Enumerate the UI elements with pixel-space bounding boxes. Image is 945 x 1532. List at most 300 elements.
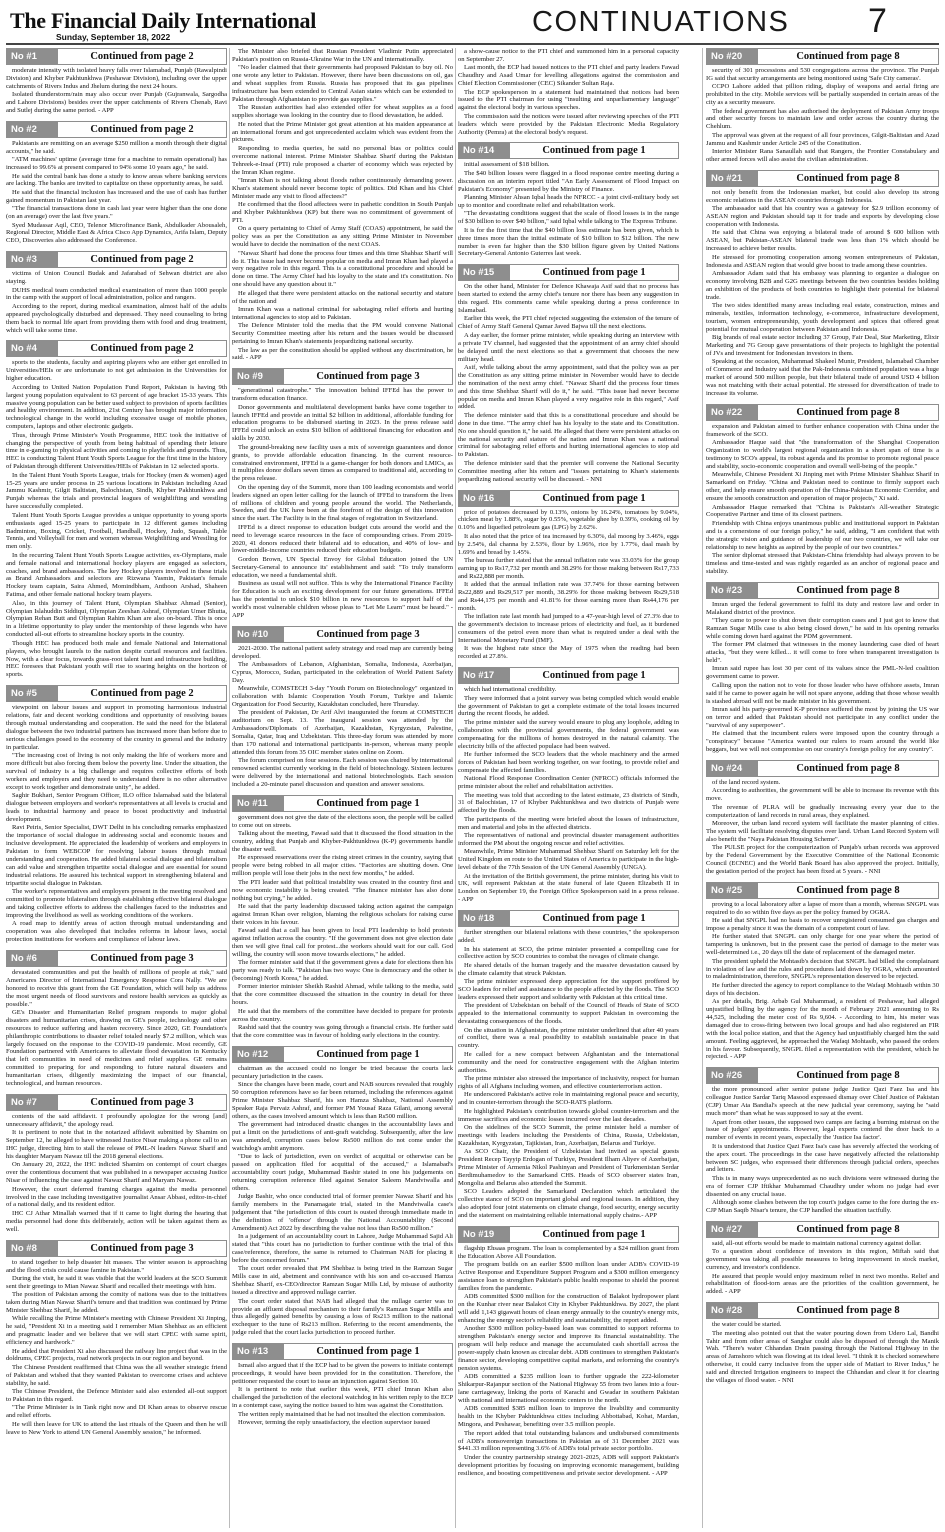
story-paragraph: Ravi Peiris, Senior Specialist, DWT Delhi in his concluding remarks emphasized the importance of social dialogue in addressing social and economic issues and inclusive development. He appreciated the leadership of workers and employers in Pakistan to form WEBCOP for resolving labour issues through mutual understanding and cooperation. He added bilateral social dialogue and bilateralism can add value and strengthen tripartite social dialogue and are essential for sound industrial relations. He assured his technical support in strengthening bilateral and tripartite social dialogue in Pakistan. bbox=[6, 824, 227, 887]
story-paragraph: IFFEd is a direct response to education budget cuts around the world and the need to leverage scarce resources in the face of compounding crises. From 2019-2020, 41 donors reduced their bilateral aid to education, and 40% of low- and lower-middle-income countries reduced their education budgets. bbox=[232, 523, 453, 555]
story-paragraph: A road map to identify areas of action through mutual understanding and cooperation was also developed that includes reforms in labour laws, social protection institutions for workers and compliance of labour laws. bbox=[6, 920, 227, 943]
continued-story bbox=[232, 795, 453, 1040]
story-paragraph: Under the country partnership strategy 2021-2025, ADB will support Pakistan's development priorities by focusing on improving economic management, building resilience, and boosting competitiveness and private sector development. - APP bbox=[458, 1453, 679, 1477]
story-paragraph: The former PM claimed that witnesses in the money laundering case died of heart attacks, "but they were killed... it will come to fore when transparent investigation is held". bbox=[706, 641, 939, 664]
continued-story bbox=[458, 264, 679, 483]
story-paragraph: Imran said rupee has lost 30 per cent of its values since the PML-N-led coalition government came to power. bbox=[706, 665, 939, 681]
story-number-badge: No #20 bbox=[706, 48, 758, 65]
story-header bbox=[706, 48, 939, 65]
story-paragraph: moderate intensity with isolated heavy falls over Islamabad, Punjab (Rawalpindi Division) and Khyber Pakhtunkhwa (Peshawar Division), including over the upper catchments of Rivers Indus and Jhelum during the next 24 hours. bbox=[6, 67, 227, 90]
story-header bbox=[706, 760, 939, 777]
story-paragraph: He further informed the SCO leaders that the whole machinery and the armed forces of Pakistan had been working together, on war footing, to provide relief and compensate the affected families. bbox=[458, 750, 679, 774]
story-paragraph: Saghir Bukhari, Senior Program Officer, ILO office Islamabad said the bilateral dialogue between employers and worker's representatives at all levels is crucial and leads to industrial harmony and peace to boost productivity and industrial development. bbox=[6, 792, 227, 823]
continued-story bbox=[6, 48, 227, 115]
story-number-badge: No #10 bbox=[232, 626, 284, 643]
story-header bbox=[458, 142, 679, 159]
story-paragraph: They were informed that a joint survey was being compiled which would enable the government of Pakistan to get a complete estimate of the total losses incurred during the recent floods, he added. bbox=[458, 694, 679, 718]
column-3 bbox=[458, 48, 679, 1528]
story-header bbox=[6, 340, 227, 357]
story-paragraph: The Minister also briefed that Russian President Vladimir Putin appreciated Pakistan's position on Russia-Ukraine War in the UN and internationally. bbox=[232, 48, 453, 63]
story-header bbox=[706, 1302, 939, 1319]
continued-story bbox=[458, 667, 679, 904]
story-paragraph: "They came to power to shut down their corruption cases and I just got to know that Ramzan Sugar Mills case is also being closed down," he said in his opening remarks while coming down hard against the PDM government. bbox=[706, 616, 939, 640]
story-paragraph: The meeting also pointed out that the water pouring down from Udero Lal, Bandhi Tahir and from other areas of Sanghar could also be disposed of through the Manik Wah. "There's water Chhandan Drain passing through the National Highway in the areas of Jamshoro which was flowing at its ideal level. "I think it is checked somewhere otherwise, it could carry inclusive from the upper side of Matiari to River Indus," he said and directed Irrigation engineers to inspect the Chhandan and clear it for clearing the villages of flood water. - NNI bbox=[706, 1329, 939, 1385]
continued-story bbox=[232, 626, 453, 789]
story-paragraph: Donor governments and multilateral development banks have come together to launch IFFEd and provide an initial $2 billion in additional, affordable funding for education programs to be disbursed starting in 2023. In the press release said IFFEd could unlock an extra $10 billion of additional financing for education and skills by 2030. bbox=[232, 403, 453, 443]
story-paragraph: It is for the first time that the $40 billion loss estimate has been given, which is three times more than the initial estimate of $10 billion to $12 billion. The new number is even far higher than the $30 billion figure given by United Nations Secretary-General Antonio Guterres last week. bbox=[458, 226, 679, 258]
story-paragraph: Asif, while talking about the army appointment, said that the policy was as per the Constitution as any sitting prime minister in November would have to decide the nomination of the next army chief. "Nawaz Sharif did the process four times and this time Shehbaz Sharif will do it," he said. "This issue had never become popular on media and Imran Khan played a very negative role in this regard," Asif added. bbox=[458, 363, 679, 411]
story-header bbox=[458, 910, 679, 927]
story-header bbox=[6, 1240, 227, 1257]
story-header bbox=[706, 582, 939, 599]
story-body bbox=[706, 1086, 939, 1215]
story-paragraph: The federal government has also authorised the deployment of Pakistan Army troops and other security forces to maintain law and order across the country during the Chehlum. bbox=[706, 107, 939, 131]
continued-story bbox=[706, 1067, 939, 1215]
story-number-badge: No #9 bbox=[232, 368, 284, 385]
story-paragraph: "No leader claimed that their governments had proposed Pakistan to buy oil. No one wrote any letter to Pakistan. However, there have been discussions on oil, gas and wheat supplies from Russia. Russia has proposed that its gas pipelines infrastructure has been extended to Central Asian states which can be extended to Pakistan through Afghanistan to provide gas supplies." bbox=[232, 64, 453, 103]
masthead bbox=[0, 0, 945, 44]
story-paragraph: Isolated thunderstorm/rain may also occur over Punjab (Gujranwala, Sargodha and Lahore Divisions) besides over the upper catchments of Rivers Chenab, Ravi and Sutlej during the same period. - APP bbox=[6, 91, 227, 115]
story-paragraph: Apart from other issues, the supposed two camps are facing a burning mistrust on the issue of judges' appointments. However, legal experts contend the door back to a number of events in recent years, especially the 'Justice Isa factor'. bbox=[706, 1118, 939, 1142]
story-paragraph: The commission said the notices were issued after reviewing speeches of the PTI leaders which were provided by the Pakistan Electronic Media Regulatory Authority (Pemra) at the electoral body's request. bbox=[458, 112, 679, 136]
story-header bbox=[6, 251, 227, 268]
story-number-badge: No #12 bbox=[232, 1046, 284, 1063]
story-paragraph: 2021-2030. The national patient safety strategy and road map are currently being developed. bbox=[232, 644, 453, 660]
story-body bbox=[6, 270, 227, 334]
story-number-badge: No #25 bbox=[706, 882, 758, 899]
story-header bbox=[232, 1046, 453, 1063]
story-paragraph: At the invitation of the British government, the prime minister, during his visit to UK, will represent Pakistan at the state funeral of late Queen Elizabeth II in London on September 19, the Foreign Office Spokesperson said in a press release. - APP bbox=[458, 872, 679, 904]
continued-from-label: Continued from page 8 bbox=[758, 882, 939, 899]
story-paragraph: devastated communities and put the health of millions of people at risk," said Americares Director of International Emergency Response Cora Nally. "We are honored to receive this grant from the GE Foundation, which will help us address the most urgent needs of flood survivors and restore health services as quickly as possible." bbox=[6, 968, 227, 1008]
story-paragraph: The PTI leader said that political instability was created in the country first and now economic instability is being created. "The finance minister has also done nothing but crying," he added. bbox=[232, 878, 453, 902]
story-number-badge: No #17 bbox=[458, 667, 510, 684]
continued-from-label: Continued from page 2 bbox=[58, 48, 227, 65]
story-paragraph: Planning Minister Ahsan Iqbal heads the NFRCC - a joint civil-military body set up to monitor and coordinate relief and rehabilitation work. bbox=[458, 194, 679, 209]
story-paragraph: price of potatoes decreased by 0.13%, onions by 16.24%, tomatoes by 9.04%, chicken meat by 1.88%, sugar by 0.55%, vegetable ghee by 0.39%, cooking oil by 0.10% and liquefied petroleum gas (LPG) by 2.62%. bbox=[458, 508, 679, 532]
story-number-badge: No #23 bbox=[706, 582, 758, 599]
continued-story bbox=[706, 404, 939, 576]
continued-from-label: Continued from page 2 bbox=[58, 121, 227, 138]
story-header bbox=[6, 121, 227, 138]
continued-story bbox=[458, 490, 679, 662]
story-paragraph: The defence minister said that the premier will convene the National Security Committee meeting after his return and "issues pertaining to Khan's statements jeopardizing national security will be discussed. - NNI bbox=[458, 459, 679, 483]
story-number-badge: No #1 bbox=[6, 48, 58, 65]
continued-story bbox=[6, 685, 227, 944]
story-number-badge: No #26 bbox=[706, 1067, 758, 1084]
story-paragraph: Big brands of real estate sector including 37 Group, Fair Deal, Star Marketing, Elixir Marketing and 7G Group gave presentations of their projects to highlight the potential of JVs and investment for Indonesian investors in them. bbox=[706, 334, 939, 357]
story-body bbox=[706, 1240, 939, 1296]
story-number-badge: No #13 bbox=[232, 1343, 284, 1360]
story-paragraph: Former interior minister Sheikh Rashid Ahmad, while talking to the media, said that the core committee discussed the situation in the country in detail for three hours. bbox=[232, 983, 453, 1007]
continued-story bbox=[232, 1046, 453, 1337]
story-body bbox=[706, 901, 939, 1062]
story-number-badge: No #2 bbox=[6, 121, 58, 138]
continued-from-label: Continued from page 1 bbox=[284, 1046, 453, 1063]
story-paragraph: initial assessment of $18 billion. bbox=[464, 161, 550, 169]
story-header bbox=[232, 368, 453, 385]
edition-date: Sunday, September 18, 2022 bbox=[56, 32, 171, 42]
story-paragraph: The worker's representatives and employers present in the meeting resolved and committed to promote bilateralism through establishing effective bilateral dialogue and taking collective efforts to address the challenges faced to the industries and improving the livelihood as well as working conditions of the workers. bbox=[6, 888, 227, 919]
story-paragraph: Ambassador Haque remarked that "China is Pakistan's All-weather Strategic Cooperative Partner and time of its closest partners. bbox=[706, 503, 939, 519]
story-paragraph: The law as per the constitution should be applied without any discrimination, he said. - APP bbox=[232, 346, 453, 362]
story-paragraph: not only benefit from the Indonesian market, but could also develop its strong economic relations in the ASEAN countries through Indonesia. bbox=[706, 188, 939, 204]
story-number-badge: No #8 bbox=[6, 1240, 58, 1257]
story-paragraph: Meanwhile, Prime Minister Muhammad Shehbaz Sharif on Saturday left for the United Kingdom en route to the United States of America to participate in the high-level debate of the 77th Session of the UN General Assembly (UNGA). bbox=[458, 848, 679, 872]
story-paragraph: "The Prime Minister is in Tank right now and DI Khan areas to observe rescue and relief efforts. bbox=[6, 1404, 227, 1420]
story-number-badge: No #5 bbox=[6, 685, 58, 702]
story-paragraph: According to authorities, the government will be able to increase its revenue with this move. bbox=[706, 787, 939, 803]
column-2 bbox=[232, 48, 453, 1528]
story-paragraph: DUHS medical team conducted medical examination of more than 1000 people in the camp with the support of local administration, police and rangers. bbox=[6, 286, 227, 302]
story-paragraph: The meeting was told that according to the latest estimate, 23 districts of Sindh, 31 of Balochistan, 17 of Khyber Pakhtunkhwa and two districts of Punjab were affected by the floods. bbox=[458, 791, 679, 815]
story-paragraph: He underscored Pakistan's active role in maintaining regional peace and security, and in counter-terrorism through the SCO-RATS platform. bbox=[458, 1091, 679, 1107]
column-1 bbox=[6, 48, 227, 1528]
story-paragraph: He confirmed that the flood affectees were in pathetic condition in South Punjab and Khyber Pakhtunkhwa (KP) but there was no commitment of government of PTI. bbox=[232, 201, 453, 225]
story-paragraph: Ismail also argued that if the ECP had to be given the powers to initiate contempt proceedings, it would have been provided for in the constitution. Therefore, the petitioner requested the court to issue an injunction against Section 10. bbox=[232, 1362, 453, 1385]
story-paragraph: The participants of the meeting were briefed about the losses of infrastructure, men and material and jobs in the affected districts. bbox=[458, 815, 679, 831]
story-paragraph: However, terming the reply unsatisfactory, the election supervisor issued bbox=[238, 1418, 430, 1426]
continued-story bbox=[706, 882, 939, 1062]
story-paragraph: He highlighted Pakistan's contribution towards global counter-terrorism and the immense sacrifices and economic losses incurred over the last decades. bbox=[458, 1107, 679, 1123]
continued-from-label: Continued from page 8 bbox=[758, 760, 939, 777]
story-header bbox=[458, 1226, 679, 1243]
story-paragraph: victims of Union Council Budak and Jafarabad of Sehwan district are also staying. bbox=[6, 270, 227, 286]
story-paragraph: A day earlier, the former prime minister, while speaking during an interview with a private TV channel, had suggested that the appointment of an army chief should be delayed until the next elections so that a government that chooses the new military head. bbox=[458, 331, 679, 363]
story-paragraph: The court order stated that NAB had alleged that the nullage carrier was to provide an affluent disposal mechanism to their family's Ramzan Sugar Mills and thus allegedly gained benefits by causing a loss of Rs213 million to the national exchequer to the tune of Rs213 million. Referring to the recent amendments, the judge ruled that the court lacks jurisdiction to proceed further. bbox=[232, 1297, 453, 1337]
story-paragraph: The Chinese President reaffirmed that China was the all weather strategic friend of Pakistan and wished that they wanted Pakistan to overcome crises and achieve stability, he said. bbox=[6, 1363, 227, 1387]
story-paragraph: "Due to lack of jurisdiction, even on verdict of acquittal or otherwise can be passed on application filed for acquittal of the accused," a Islamabad's accountability court judge, Muhammad Bashir stated in one his judgements on returning corruption reference filed against Senator Saleem Mandviwalla and others. bbox=[232, 1153, 453, 1192]
story-paragraph: government does not give the date of the elections soon, the people will be called to come out on streets. bbox=[232, 813, 453, 829]
story-paragraph: He added that President Xi also discussed the railway line project that was in the doldrums, CPEC projects, road network projects in our region and beyond. bbox=[6, 1347, 227, 1363]
story-header bbox=[6, 1094, 227, 1111]
story-body bbox=[458, 283, 679, 483]
story-paragraph: In the recurring Talent Hunt Youth Sports League activities, ex-Olympians, male and female national and international hockey players are engaged as selectors, coaches, and brand ambassadors. The key Hockey players involved in these trials as Brand Ambassadors and selectors are Rizwana Yasmin, Pakistan's female Hockey team captain, Saira Ahmed, Momindbham, Anthoon Arshad, Shaheen Fatima, and other female national hockey team players. bbox=[6, 551, 227, 599]
continued-story bbox=[232, 368, 453, 619]
story-paragraph: The prime minister said the survey would ensure to plug any loophole, adding in collaboration with the provincial governments, the federal government was compensating for the millions of homes destroyed in the natural calamity. The electricity bills of the affected populace had been waived. bbox=[458, 718, 679, 750]
story-header bbox=[706, 1067, 939, 1084]
story-paragraph: The ground-breaking new facility uses a mix of sovereign guarantees and donor grants, to provide affordable education financing. In the current resource-constrained environment, IFFEd is a game-changer for both donors and LMICs, as it multiplies donor dollars seven times as compared to traditional aid, according to the press release. bbox=[232, 443, 453, 483]
newspaper-name: The Financial Daily International bbox=[10, 8, 317, 33]
story-paragraph: The government had introduced drastic changes in the accountability laws and put a limit on the jurisdictions of anti-graft watchdog. Subsequently, after the law was amended, corruption cases below Rs500 million do not come under the watchdog's ambit anymore. bbox=[232, 1121, 453, 1152]
continued-from-label: Continued from page 1 bbox=[510, 1226, 679, 1243]
story-paragraph: Another $300 million policy-based loan was committed to support reforms to strengthen Pakistan's energy sector and improve its financial sustainability. The program will help reduce and manage the accumulated cash shortfall across the power-supply chain known as circular debt. ADB continues to strengthen Pakistan's finance sector, developing competitive capital markets, and reforming the country's pension systems. bbox=[458, 1325, 679, 1372]
story-paragraph: of the land record system. bbox=[712, 778, 781, 786]
story-number-badge: No #3 bbox=[6, 251, 58, 268]
story-paragraph: It is pertinent to note that earlier this week, PTI chief Imran Khan also challenged the jurisdiction of the electoral watchdog in his written reply to the ECP in a contempt case, saying the notice issued to him was against the Constitution. bbox=[232, 1386, 453, 1410]
story-body bbox=[458, 1245, 679, 1478]
story-paragraph: The president of Uzbekistan on behalf of the Council of Heads of State of SCO appealed to the international community to support Pakistan in overcoming the devastating consequences of the floods. bbox=[458, 1002, 679, 1026]
story-body bbox=[6, 969, 227, 1088]
story-paragraph: On a query pertaining to Chief of Army Staff (COAS) appointment, he said the policy was as per the Constitution as any sitting Prime Minister in November would have to decide the nomination of the next COAS. bbox=[232, 225, 453, 249]
continued-from-label: Continued from page 8 bbox=[758, 1221, 939, 1238]
story-paragraph: It added that the annual inflation rate was 37.74% for those earning between Rs22,889 and Rs29,517 per month, 38.29% for those making between Rs29,518 and Rs44,175 per month and 41.81% for those earning more than Rs44,176 per month. bbox=[458, 581, 679, 612]
story-number-badge: No #24 bbox=[706, 760, 758, 777]
story-paragraph: Responding to media queries, he said no personal bias or politics could overcome national interest. Prime Minister Shahbaz Sharif during the Pakistan Tehreek-e-Insaf (PTI) rule proposed a charter of economy which was rejected by the Imran Khan regime. bbox=[232, 144, 453, 176]
continued-story bbox=[6, 340, 227, 679]
story-paragraph: The Defence Minister told the media that the PM would convene National Security Committee meeting after his return and the issues would be discussed pertaining to Imran Khan's statements jeopardizing national security. bbox=[232, 322, 453, 346]
story-header bbox=[706, 404, 939, 421]
continued-story bbox=[458, 48, 679, 136]
continued-from-label: Continued from page 1 bbox=[510, 490, 679, 507]
story-paragraph: He claimed that the incumbent rulers were imposed upon the country through a "conspiracy" because "America wanted our rulers to roam around the world like beggars, but we will not compromise on our country's foreign policy for any country". bbox=[706, 730, 939, 753]
story-body bbox=[458, 929, 679, 1220]
story-paragraph: a show-cause notice to the PTI chief and summoned him in a personal capacity on September 27. bbox=[458, 48, 679, 63]
story-number-badge: No #14 bbox=[458, 142, 510, 159]
story-paragraph: Pakistanis are remitting on an average $250 million a month through their digital accounts," he said. bbox=[6, 139, 227, 155]
story-body bbox=[232, 814, 453, 1040]
continued-from-label: Continued from page 3 bbox=[284, 368, 453, 385]
story-paragraph: Talent Hunt Youth Sports League provides a unique opportunity to young sports enthusiasts aged 15-25 years to participate in 12 different games including Badminton, Boxing, Cricket, Football, Handball, Hockey, Judo, Squash, Table Tennis, and Volleyball for men and women whereas Weightlifting and Wrestling for men only. bbox=[6, 511, 227, 551]
story-body bbox=[706, 423, 939, 576]
story-body bbox=[706, 67, 939, 164]
story-paragraph: Moreover, the urban land record system will facilitate the master planning of cities. The system will facilitate resolving disputes over land. Urban Land Record System will also benefit the "Naya Pakistan Housing Scheme". bbox=[706, 819, 939, 843]
story-paragraph: The Ambassadors of Lebanon, Afghanistan, Somalia, Indonesia, Azerbaijan, Cyprus, Morocco, Sudan, participated in the celebration of World Patient Safety Day. bbox=[232, 660, 453, 684]
story-paragraph: proving to a local laboratory after a lapse of more than a month, whereas SNGPL was required to do so within five days as per the policy framed by OGRA. bbox=[706, 900, 939, 916]
story-number-badge: No #27 bbox=[706, 1221, 758, 1238]
story-body bbox=[458, 48, 679, 136]
continued-story bbox=[706, 1221, 939, 1296]
section-title: CONTINUATIONS bbox=[532, 6, 790, 38]
story-header bbox=[232, 626, 453, 643]
story-number-badge: No #6 bbox=[6, 950, 58, 967]
story-paragraph: On the other hand, Minister for Defence Khawaja Asif said that no process has been started to extend the army chief's tenure nor there has been any suggestion in this regard. His comments came while speaking during a press conference in Islamabad. bbox=[458, 283, 679, 315]
story-body bbox=[6, 359, 227, 679]
story-paragraph: While recalling the Prime Minister's meeting with Chinese President Xi Jinping, he said, "President Xi in a meeting said I remember Mian Shehbaz as an efficient and pragmatic leader and we believe that we will start CPEC with same spirit, efficiency and hardwork." bbox=[6, 1315, 227, 1347]
story-body bbox=[458, 161, 679, 258]
story-paragraph: The bureau further stated that the annual inflation rate was 33.03% for the group earning up to Rs17,732 per month and 38.29% for those making between Rs17,733 and Rs22,888 per month. bbox=[458, 556, 679, 580]
story-paragraph: security of 301 processions and 530 congregations across the province. The Punjab IG said that security arrangements are being monitored using 'Safe City cameras'. bbox=[706, 67, 939, 82]
story-paragraph: Fawad said that a call has been given to local PTI leadership to hold protests against inflation across the country. "If the government does not give election date then we will give final call for protest...the workers should wait for our call. God willing, the country will soon move towards elections," he added. bbox=[232, 927, 453, 958]
story-paragraph: to stand together to help disaster hit masses. The winter season is approaching and the flood crisis could cause famine in Pakistan." bbox=[6, 1258, 227, 1274]
story-body bbox=[706, 779, 939, 876]
story-paragraph: "Nawaz Sharif had done the process four times and this time Shahbaz Sharif will do it. This issue had never become popular on media and Imran Khan had played a very negative role in this regard. This is a constitutional procedure and should be done on time. The Army Chief had his loyalty to the state and it's constitution. No one should have any question about it." bbox=[232, 249, 453, 289]
story-paragraph: IHC CJ Athar Minallah warned that if it came to light during the hearing that media personnel had done this deliberately, action will be taken against them as well. bbox=[6, 1209, 227, 1233]
story-body bbox=[6, 1113, 227, 1234]
story-paragraph: The president upheld the Mohtasib's decision that SNGPL had billed the complainant in violation of law and the rules and procedures laid down by OGRA, which amounted to maladministration, therefore, SNGPL's representation deserved to be rejected. bbox=[706, 957, 939, 981]
continued-story bbox=[6, 1094, 227, 1234]
story-paragraph: The senior diplomat stressed that Pakistan-China friendship had always proven to be timeless and time-tested and was rightly regarded as an anchor of regional peace and stability. bbox=[706, 551, 939, 575]
story-paragraph: Thus, through Prime Minister's Youth Programme, HEC took the initiative of changing the perspective of youth from being habitual of spending their leisure time in e-gaming to physical activities and coming to playfields and grounds. Thus, HEC is conducting Talent Hunt Youth Sports League for the first time in the history of Pakistan through different Universities/HEIs of Pakistan in 12 selected sports. bbox=[6, 431, 227, 471]
story-body bbox=[232, 387, 453, 619]
continued-story bbox=[706, 760, 939, 876]
column-4 bbox=[706, 48, 939, 1528]
story-paragraph: The defence minister said that this is a constitutional procedure and should be done in due time. "The army chief has his loyalty to the state and its Constitution. No one should question it," he said. He alleged that there were persistent attacks on the national security and stature of the nation and Imran Khan was a national criminal for sabotaging relief efforts and hurting international agencies to stop aid to Pakistan. bbox=[458, 411, 679, 459]
story-paragraph: "generational catastrophe." The innovation behind IFFEd has the power to transform education finance. bbox=[232, 387, 453, 403]
story-number-badge: No #19 bbox=[458, 1226, 510, 1243]
story-paragraph: According to United Nation Population Fund Report, Pakistan is having 9th largest young population equivalent to 63 percent of age bracket 15-33 years. This massive young population can be better used subject to provision of sports facilities and healthy environment. In addition, 21st Century has brought major information technological change in the world including excessive usage of mobile phones, computers, laptops and other electronic gadgets. bbox=[6, 383, 227, 431]
story-number-badge: No #28 bbox=[706, 1302, 758, 1319]
story-paragraph: The inflation rate last month had jumped to a 47-year-high level of 27.3% due to the government's decision to increase prices of electricity and fuel, as it burdened consumers of the petrol even more than what is required under a deal with the International Monetary Fund (IMF). bbox=[458, 613, 679, 644]
story-paragraph: ADB committed $300 million for the construction of Balakot hydropower plant on the Kunhar river near Balakot City in Khyber Pakhtunkhwa. By 2027, the plant will add 1,143 gigawatt hours of clean energy annually to the country's energy mix, enhancing the energy sector's reliability and sustainability, the report added. bbox=[458, 1293, 679, 1324]
story-paragraph: He further directed the agency to report compliance to the Wafaqi Mohtasib within 30 days of his decision. bbox=[706, 981, 939, 997]
story-paragraph: The court order revealed that PM Shehbaz is being tried in the Ramzan Sugar Mills case in aid, abetment and connivance with his son and co-accused Hamza Shehbaz Sharif, ex-CEO/director Ramzan Sugar Mills Ltd, by misuse of authority issued a directive and approved nullage carrier. bbox=[232, 1265, 453, 1297]
story-body bbox=[706, 601, 939, 754]
story-paragraph: Last month, the ECP had issued notices to the PTI chief and party leaders Fawad Chaudhry and Asad Umar for levelling allegations against the commission and Chief Election Commissioner (CEC) Sikander Sultan Raja. bbox=[458, 64, 679, 88]
story-paragraph: Meanwhile, COMSTECH 3-day "Youth Forum on Biotechnology" organized in collaboration with Islamic Cooperation Youth Forum, Turkiye and Islamic Organization for Food Security, Kazakhstan concluded, here Thursday. bbox=[232, 685, 453, 708]
page-number: 7 bbox=[868, 2, 887, 40]
story-paragraph: "Imran Khan is not talking about floods rather continuously demanding power. Khan's statement should never become topic of politics. Did Khan and his Chief Minister made any visit to flood affectees?" bbox=[232, 177, 453, 200]
story-paragraph: The revenue of PLRA will be gradually increasing every year due to the computerization of land records in rural areas, they explained. bbox=[706, 803, 939, 819]
story-paragraph: As per details, Brig. Arbab Gul Muhammad, a resident of Peshawar, had alleged unjustified billing by the agency for the month of February 2021 amounting to Rs 44,525, including the meter cost of Rs 9,604. - According to him, his meter was damaged due to cross-firing between two local groups and had also registered an FIR with the local police station, and that the Agency had unjustifiably charged him the said amount. Feeling aggrieved, he approached the Wafaqi Mohtasib, who passed the orders in his favour. Subsequently, SNGPL filed a representation with the president, which he rejected. - APP bbox=[706, 998, 939, 1061]
story-paragraph: which had international credibility. bbox=[464, 686, 557, 694]
story-paragraph: Ambassador Haque said that "the transformation of the Shanghai Cooperation Organization to world's largest regional organization in a short span of time is a testimony to SCO's appeal, its robust agenda and its promise to promote regional peace and stability, socio-economic cooperation and overall well-being of the people." bbox=[706, 439, 939, 470]
story-paragraph: "The increasing cost of living is not only making the life of workers more and more difficult but also forcing them below the poverty line. Under the situation, the survival of industry is a big challenge and requires collective efforts of both workers and employers and they need to understand there is no other alternative except to work together and demonstrate unity", he added. bbox=[6, 752, 227, 791]
continued-story bbox=[6, 950, 227, 1088]
masthead-rule bbox=[6, 43, 939, 45]
story-paragraph: It is understood that Justice Qazi Faez Isa's case has severely affected the working of the apex court. The proceedings in the case have negatively affected the relationship between SC judges, who expressed their differences through judicial orders, speeches and letters. bbox=[706, 1142, 939, 1174]
story-paragraph: He alleged that there were persistent attacks on the national security and stature of the nation and bbox=[232, 289, 453, 305]
story-paragraph: He said that SNGPL had no basis to recover unregistered consumed gas charges and impose a penalty since it was the domain of a competent court of law. bbox=[706, 917, 939, 932]
continued-from-label: Continued from page 3 bbox=[284, 626, 453, 643]
story-paragraph: He said that the party leadership discussed taking action against the campaign against Imran Khan over religion, blaming the religious scholars for raising curse their voices in his favour. bbox=[232, 902, 453, 926]
story-body bbox=[458, 509, 679, 662]
story-paragraph: Although some clashes between the top court's judges came to the fore during the ex-CJP Mian Saqib Nisar's tenure, the CJP handled the situation tactfully. bbox=[706, 1199, 939, 1214]
story-paragraph: chairman as the accused could no longer be tried because the courts lack pecuniary jurisdiction in the cases. bbox=[232, 1064, 453, 1080]
continued-story bbox=[706, 582, 939, 754]
story-paragraph: The $40 billion losses were flagged in a flood response centre meeting during a discussion on an interim report titled "An Early Assessment of Flood Impact on Pakistan's Economy" presented by the Ministry of Finance. bbox=[458, 169, 679, 193]
story-paragraph: It was the highest rate since the May of 1975 when the reading had been recorded at 27.8%. bbox=[458, 645, 679, 661]
story-paragraph: further strengthen our bilateral relations with these countries," the spokesperson added. bbox=[458, 929, 679, 945]
story-number-badge: No #7 bbox=[6, 1094, 58, 1111]
story-paragraph: "ATM machines' uptime (average time for a machine to remain operational) has increased to 99.6% at present compared to 94% some 10 years ago," he said. bbox=[6, 156, 227, 172]
continued-from-label: Continued from page 1 bbox=[284, 1343, 453, 1360]
continued-from-label: Continued from page 3 bbox=[58, 1240, 227, 1257]
continued-from-label: Continued from page 8 bbox=[758, 170, 939, 187]
story-body bbox=[6, 1259, 227, 1437]
story-paragraph: He said that the members of the committee have decided to prepare for protests across the country. bbox=[232, 1007, 453, 1023]
story-paragraph: Talking about the meeting, Fawad said that it discussed the flood situation in the country, adding that Punjab and Khyber-Pakhtunkhwa (K-P) governments handle the disaster well. bbox=[232, 830, 453, 854]
story-paragraph: The approval was given at the request of all four provinces, Gilgit-Baltistan and Azad Jammu and Kashmir under Article 245 of the Constitution. bbox=[706, 131, 939, 147]
continued-story bbox=[6, 1240, 227, 1437]
story-paragraph: He said the central bank has done a study to know areas where banking services are lacking. The banks are invited to capitalize on these opportunity areas, he said. bbox=[6, 172, 227, 188]
story-header bbox=[458, 667, 679, 684]
story-paragraph: The prime minister expressed deep appreciation for the support proffered by SCO leaders for relief and assistance to the people affected by the floods. The SCO leaders expressed their support and solidarity with Pakistan at this critical time. bbox=[458, 978, 679, 1001]
story-paragraph: Interior Minister Rana Sanaullah said that Rangers, the Frontier Constabulary and other armed forces will also assist the civilian administration. bbox=[706, 148, 939, 163]
story-paragraph: CCPO Lahore added that pillion riding, display of weapons and aerial firing are prohibited in the city. Mobile services will be partially suspended in certain areas of the city as a security measure. bbox=[706, 83, 939, 107]
story-paragraph: Calling upon the nation not to vote for those leader who have offshore assets, Imran said if he came to power again he will not spare anyone, adding that those whose wealth is stashed abroad will not be made minister in his government. bbox=[706, 681, 939, 705]
story-paragraph: He stressed for promoting cooperation among women entrepreneurs of Pakistan, Indonesia and ASEAN region that would give boost to trade among these countries. bbox=[706, 253, 939, 269]
story-paragraph: The report added that total outstanding balances and undisbursed commitments of ADB's nonsovereign transactions in Pakistan as of 31 December 2021 was $441.33 million representing 3.6% of ADB's total private sector portfolio. bbox=[458, 1429, 679, 1453]
story-paragraph: contents of the said affidavit. I profoundly apologize for the wrong [and] unnecessary affidavit," the apology read. bbox=[6, 1113, 227, 1128]
story-header bbox=[232, 1343, 453, 1360]
story-number-badge: No #18 bbox=[458, 910, 510, 927]
story-paragraph: The position of Pakistan among the comity of nations was due to the initiatives taken during Mian Nawaz Sharif's tenure and that tradition was continued by Prime Minister Shehbaz Sharif, he added. bbox=[6, 1291, 227, 1315]
story-paragraph: On January 20, 2022, the IHC indicted Shamim on contempt of court charges over the contentious document that was published in a newspaper accusing Justice Nisar of influencing the case against Nawaz Sharif and Maryam Nawaz. bbox=[6, 1161, 227, 1185]
story-paragraph: expansion and Pakistan aimed to further enhance cooperation with China under the framework of the SCO. bbox=[706, 422, 939, 438]
story-paragraph: Friendship with China enjoys unanimous public and institutional support in Pakistan and is a cornerstone of our foreign policy," he said, adding, "I am confident that with the strategic vision and guidance of leadership of our two countries, we will take our relationship to new heights as aspired by the people of our two countries." bbox=[706, 519, 939, 551]
story-paragraph: On the opening day of the Summit, more than 100 leading economists and world leaders signed an open letter calling for the launch of IFFEd to transform the lives of millions of children and young people around the world. The Netherlands, Sweden, and the UK have been at the forefront of the design of this innovation since the start. The Facility is in the final stages of registration in Switzerland. bbox=[232, 483, 453, 523]
story-paragraph: The program builds on an earlier $500 million loan under ADB's COVID-19 Active Response and Expenditure Support Program and a $300 million emergency assistance loan to strengthen Pakistan's public health response to shield the poorest families from the pandemic. bbox=[458, 1261, 679, 1292]
story-paragraph: the water could be started. bbox=[712, 1321, 782, 1329]
story-paragraph: Gordon Brown, UN Special Envoy for Global Education joined the UN Secretary-General to announce its' establishment and said: "To truly transform education, we need a fundamental shift. bbox=[232, 555, 453, 579]
story-number-badge: No #22 bbox=[706, 404, 758, 421]
story-paragraph: The prime minister also stressed the importance of inclusivity, respect for human rights of all Afghans including women, and effective counterterrorism action. bbox=[458, 1075, 679, 1090]
story-paragraph: As SCO Chair, the President of Uzbekistan had invited as special guests President Recep Tayyip Erdogan of Turkiye, President Ilham Aliyev of Azerbaijan, Prime Minister of Armenia Nikol Pashinyan and President of Turkmenistan Serdar Berdimuhamedov to the Samarkand CHS. Heads of SCO observer states Iran, Mongolia and Belarus also attended the Summit. bbox=[458, 1148, 679, 1187]
story-paragraph: Speaking at the occasion, Muhammad Shakeel Munir, President, Islamabad Chamber of Commerce and Industry said that the Pak-Indonesia combined population was a huge market of around 500 million people, but their bilateral trade of around USD 4 billion was not matching with their actual potential. He stressed for diversification of trade to increase its volume. bbox=[706, 358, 939, 398]
continued-from-label: Continued from page 8 bbox=[758, 48, 939, 65]
continued-from-label: Continued from page 3 bbox=[58, 1094, 227, 1111]
story-paragraph: Judge Bashir, who once conducted trial of former premier Nawaz Sharif and his family members in the Panamagate trial, stated in the Mandviwalla case's judgement that "the jurisdiction of this court is ousted through immediate made in the definition of 'offence' through the National Accountability (Second Amendment) Act 2022 by describing the value not less than Rs500 million." bbox=[232, 1193, 453, 1232]
story-body bbox=[6, 67, 227, 115]
story-paragraph: Imran Khan was a national criminal for sabotaging relief efforts and hurting international agencies to stop aid to Pakistan. bbox=[232, 306, 453, 321]
continued-story bbox=[6, 251, 227, 334]
story-paragraph: However, the court deferred framing charges against the media personnel involved in the case including investigative journalist Ansar Abbasi, editor-in-chief of a national daily, and its resident editor. bbox=[6, 1185, 227, 1209]
story-paragraph: He said that China was enjoying a bilateral trade of around $ 600 billion with ASEAN, but Pakistan-ASEAN bilateral trade was less than 1% which should be increased to achieve better results. bbox=[706, 229, 939, 253]
story-number-badge: No #21 bbox=[706, 170, 758, 187]
story-paragraph: Business as usual will not suffice. This is why the International Finance Facility for Education is such an exciting development for our future generations. IFFEd has the potential to unlock $10 billion in new resources to support half of the world's most vulnerable children whose pleas to "Let Me Learn" must be heard." - APP bbox=[232, 580, 453, 619]
continued-from-label: Continued from page 8 bbox=[758, 1302, 939, 1319]
story-body bbox=[232, 645, 453, 789]
story-paragraph: The PULSE project for the computerization of Punjab's urban records was approved by the Federal Government by the Executive Committee of the National Economic Council (ECNEC) and the World Bank Board has also approved the project. Initially, the gestation period of the project has been fixed at 5 years. - NNI bbox=[706, 844, 939, 875]
story-paragraph: He said that the financial inclusion has increased and the use of cash has further gained momentum in Pakistan last year. bbox=[6, 188, 227, 204]
continued-story bbox=[706, 1302, 939, 1385]
story-paragraph: The Chinese President, the Defence Minister said also extended all-out support to Pakistan in this regard. bbox=[6, 1388, 227, 1403]
story-paragraph: Rashid said that the country was going through a financial crisis. He further said that the core committee was in favour of holding early elections in the country. bbox=[232, 1024, 453, 1039]
story-number-badge: No #11 bbox=[232, 795, 284, 812]
story-paragraph: said, all-out efforts would be made to maintain national currency against dollar. bbox=[712, 1239, 922, 1247]
continued-from-label: Continued from page 1 bbox=[510, 142, 679, 159]
continued-story bbox=[458, 1226, 679, 1478]
story-paragraph: sports to the students, faculty and aspiring players who are either get enrolled in Universities/HEIs or are unfortunate to not get admission in the Universities for higher education. bbox=[6, 359, 227, 383]
story-body bbox=[6, 704, 227, 944]
story-paragraph: In his statement at SCO, the prime minister presented a compelling case for collective action by SCO countries to combat the ravages of climate change. bbox=[458, 945, 679, 961]
story-paragraph: the more pronounced after senior puisne judge Justice Qazi Faez Isa and his colleague Justice Sardar Tariq Masood expressed dismay over Chief Justice of Pakistan (CJP) Umar Ata Bandial's speech at the new judicial year ceremony, saying he "said much more" than what he was supposed to say at the event. bbox=[706, 1086, 939, 1118]
story-paragraph: He expressed reservations over the rising street crimes in the country, saying that people were being robbed in all major cities. "Factories are shutting down. One million people will lose their jobs in the next few months," he added. bbox=[232, 854, 453, 878]
story-body bbox=[232, 48, 453, 362]
story-header bbox=[458, 490, 679, 507]
story-paragraph: The ambassador said that his country was a gateway for $2.9 trillion economy of ASEAN region and Pakistan should tap it for trade and exports by developing close cooperation with Indonesia. bbox=[706, 205, 939, 228]
continued-from-label: Continued from page 8 bbox=[758, 1067, 939, 1084]
story-header bbox=[6, 950, 227, 967]
story-header bbox=[458, 264, 679, 281]
continued-story bbox=[458, 910, 679, 1220]
story-paragraph: In the Talent Hunt Youth Sports League, trials for Hockey (men & women) aged 15-25 years are under process in 25 various locations in Pakistan including Azad Jammu Kashmir, Gilgit Baltistan, Balochistan, Sindh, Khyber Pakhtunkhwa and Punjab whereas the trials and provincial leagues of weightlifting and wrestling have successfully completed. bbox=[6, 471, 227, 511]
story-paragraph: The forum comprised on four sessions. Each session was chaired by international renowned scientist currently working in the field of biotechnology. Sixteen lectures were delivered by the international and national biotechnologists. Each session included a 20-minute panel discussion and question and answer sessions. bbox=[232, 757, 453, 789]
story-body bbox=[706, 189, 939, 398]
story-paragraph: To a question about confidence of investors in this region, Miftah said that government was taking all possible measures to bring improvement in stock market, currency, and investor's confidence. bbox=[706, 1248, 939, 1272]
story-paragraph: This is in many ways unprecedented as no such divisions were witnessed during the era of former CJP Iftikhar Muhammad Chaudhry under whom no judge had ever dissented on any crucial issue. bbox=[706, 1174, 939, 1198]
story-paragraph: In a judgement of an accountability court in Lahore, Judge Muhammad Sajid Ali stated that "this court has no jurisdiction to further continue with the trial of this case/reference, therefore, the same is returned to Chairman NAB for placing it before the concerned forum." bbox=[232, 1233, 453, 1265]
story-paragraph: The two sides identified many areas including real estate, construction, mines and minerals, textiles, information technology, e-commerce, infrastructure development, tourism, women entrepreneurship, youth development and spices that offered great potential for mutual cooperation between Pakistan and Indonesia. bbox=[706, 302, 939, 333]
story-paragraph: Earlier this week, the PTI chief rejected suggesting the extension of the tenure of Chief of Army Staff General Qamar Javed Bajwa till the next elections. bbox=[458, 315, 679, 331]
story-paragraph: Ambassador Adam said that his embassy was planning to organize a dialogue on economy involving B2B and G2G meetings between the two countries besides holding an exhibition of the products of both countries to highlight their potential for bilateral trade. bbox=[706, 269, 939, 301]
continued-from-label: Continued from page 3 bbox=[58, 950, 227, 967]
continued-from-label: Continued from page 2 bbox=[58, 685, 227, 702]
continued-from-label: Continued from page 8 bbox=[758, 582, 939, 599]
continued-from-label: Continued from page 1 bbox=[510, 264, 679, 281]
story-number-badge: No #4 bbox=[6, 340, 58, 357]
story-paragraph: He assured that people would enjoy maximum relief in next two months. Relief and rehabilitation of flood-torn areas are the priorities of the coalition government, he added. - APP bbox=[706, 1272, 939, 1296]
story-paragraph: According to the report, during medical examination, almost half of the adults appeared psychologically disturbed and depressed. They need counseling to bring them back to normal life apart from providing them with food and drug treatment, which will take some time. bbox=[6, 302, 227, 334]
story-paragraph: Also, in this journey of Talent Hunt, Olympian Shahbaz Ahmad (Senior), Olympian Islahuddin Siddiqui, Olympian Zeeshan Ashraf, Olympian Umer Bhutta, Olympian Rehan Butt and Olympian Rahim Khan are also on-board. This is once in a lifetime opportunity to play under the mentorship of these legends who have conducted all-out efforts to streamline hockey sports in the country. bbox=[6, 599, 227, 639]
story-paragraph: SCO Leaders adopted the Samarkand Declaration which articulated the collective stance of SCO on important global and regional issues. In addition, they also adopted four joint statements on climate change, food security, energy security and the statement on maintaining reliable international supply chains.- APP bbox=[458, 1188, 679, 1219]
story-paragraph: Imran urged the federal government to fulfil its duty and restore law and order in Malakand district of the province. bbox=[706, 600, 939, 616]
story-paragraph: flagship Ehsaas program. The loan is complemented by a $24 million grant from the Education Above All Foundation. bbox=[458, 1244, 679, 1260]
story-body bbox=[232, 1362, 453, 1427]
story-number-badge: No #15 bbox=[458, 264, 510, 281]
continued-from-label: Continued from page 2 bbox=[58, 340, 227, 357]
story-paragraph: The written reply maintained that he had not insulted the election commission. bbox=[238, 1410, 446, 1418]
continued-story bbox=[232, 1343, 453, 1427]
story-paragraph: It is pertinent to note that in the notarized affidavit submitted by Shamim on September 12, he alleged to have witnessed Justice Nisar making a phone call to an IHC judge, directing him to stall the release of PML-N leaders Nawaz Sharif and his daughter Maryam Nawaz till the 2018 general elections. bbox=[6, 1129, 227, 1161]
story-paragraph: The former minister said that if the government gives a date for elections then his party was ready to talk. "Pakistan has two ways: One is democracy and the other is (becoming) North Korea," he added. bbox=[232, 959, 453, 983]
continued-from-label: Continued from page 1 bbox=[510, 910, 679, 927]
story-paragraph: He will then leave for UK to attend the last rituals of the Queen and then he will leave to New York to attend UN General Assembly session," he informed. bbox=[6, 1420, 227, 1436]
story-paragraph: He further stated that SNGPL can only charge for one year where the period of tampering is unknown, but in the present case the period of damage to the meter was well-determined i.e., 20 days till the date of replacement of the damaged meter. bbox=[706, 933, 939, 957]
story-header bbox=[6, 48, 227, 65]
story-body bbox=[6, 140, 227, 245]
